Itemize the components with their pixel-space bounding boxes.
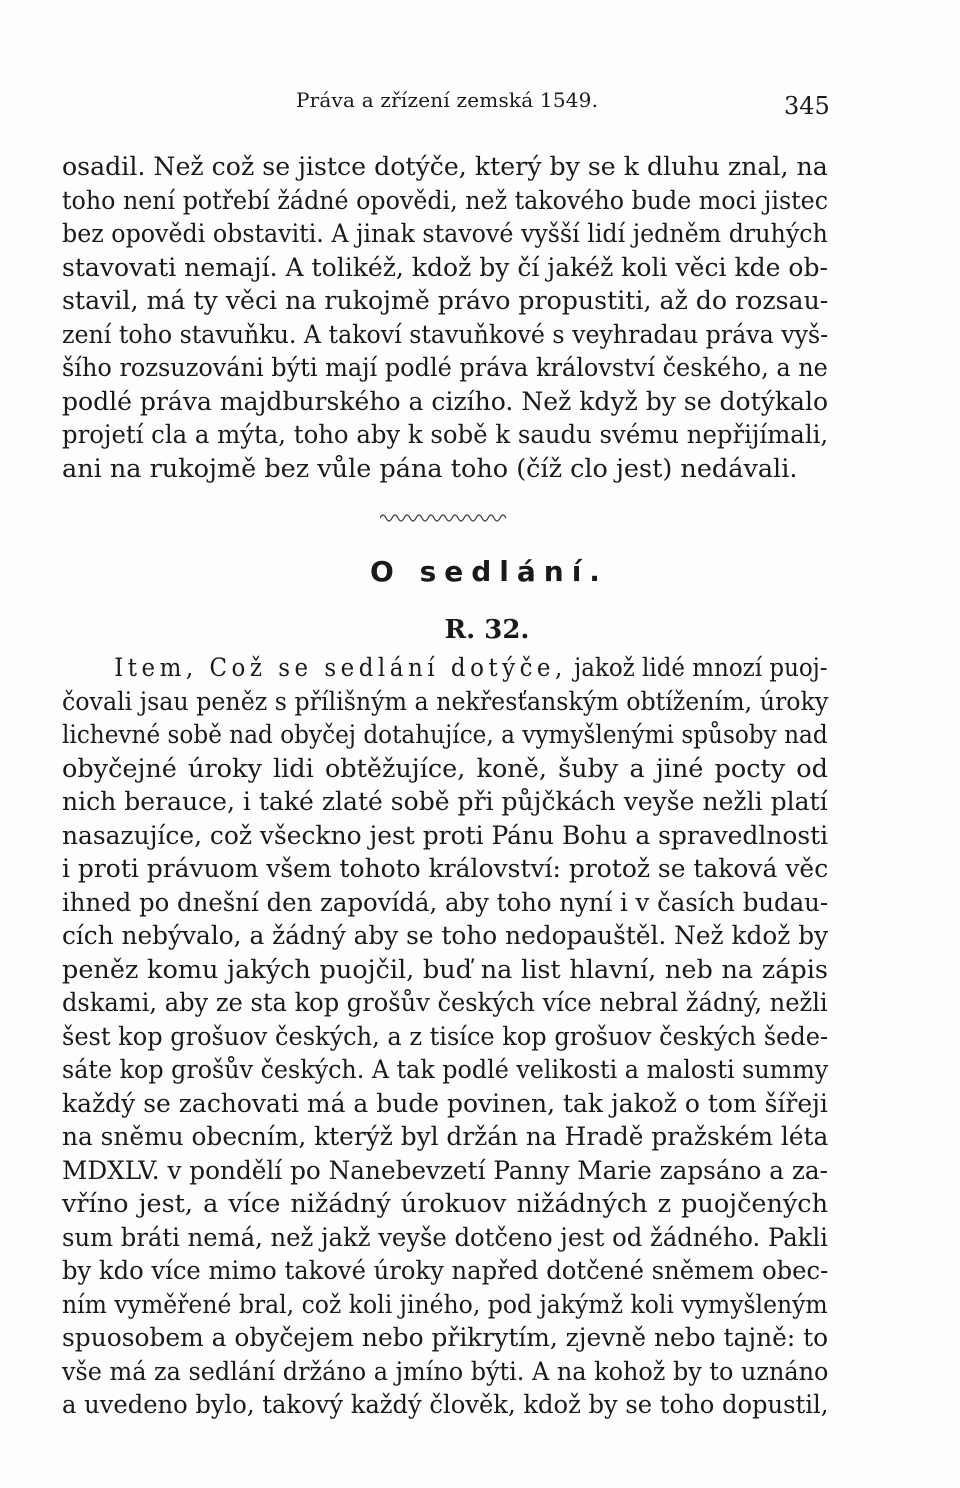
text-line: peněz komu jakých puojčil, buď na list hlavní, neb na zápis [62, 954, 828, 985]
text-line: cích nebývalo, a žádný aby se toho nedopauštěl. Než kdož by [62, 921, 829, 951]
text-line: ihned po dnešní den zapovídá, aby toho nyní i v časích budau- [62, 887, 829, 918]
text-line: by kdo více mimo takové úroky napřed dotčené sněmem obec- [62, 1256, 829, 1286]
text-line: dskami, aby ze sta kop grošův českých více nebral žádný, nežli [62, 988, 828, 1018]
text-line: lichevné sobě nad obyčej dotahujíce, a vymyšlenými spůsoby nad [62, 720, 828, 750]
text-line: bez opovědi obstaviti. A jinak stavové vyšší lidí jedněm druhých [62, 219, 828, 249]
running-title: Práva a zřízení zemská 1549. [296, 88, 599, 112]
text-line: čovali jsau peněz s přílišným a nekřesťanským obtížením, úroky [62, 686, 829, 717]
lead-rest: jakož lidé mnozí puoj- [566, 653, 828, 683]
text-line: šest kop grošuov českých, a z tisíce kop grošuov českých šede- [62, 1021, 829, 1052]
wavy-rule-ornament [380, 508, 510, 524]
text-line: zení toho stavuňku. A takoví stavuňkové s veyhradau práva vyš- [62, 319, 829, 350]
text-line: i proti právuom všem tohoto království: protož se taková věc [62, 854, 829, 884]
text-line: každý se zachovati má a bude povinen, tak jakož o tom šířeji [62, 1088, 828, 1119]
text-line: nasazujíce, což všeckno jest proti Pánu Bohu a spravedlnosti [62, 820, 829, 851]
text-line: projetí cla a mýta, toho aby k sobě k saudu svému nepřijímali, [62, 420, 829, 450]
text-line: obyčejné úroky lidi obtěžujíce, koně, šuby a jiné pocty od [62, 753, 828, 784]
text-line: sum bráti nemá, než jakž veyše dotčeno jest od žádného. Pakli [62, 1222, 828, 1253]
text-line: stavovati nemají. A tolikéž, kdož by čí jakéž koli věci kde ob- [62, 252, 829, 283]
text-line: ani na rukojmě bez vůle pána toho (číž clo jest) nedávali. [62, 453, 798, 484]
text-line: šího rozsuzováni býti mají podlé práva království českého, a ne [62, 353, 828, 383]
paragraph-continuation [62, 151, 828, 486]
text-line: toho není potřebí žádné opovědi, než takového bude moci jistec [62, 185, 829, 216]
text-line: vše má za sedlání držáno a jmíno býti. A na kohož by to uznáno [62, 1356, 829, 1387]
text-line: vříno jest, a více nižádný úrokuov nižádných z puojčených [62, 1189, 828, 1219]
paragraph-main [62, 652, 828, 1423]
text-line: stavil, má ty věci na rukojmě právo propustiti, až do rozsau- [62, 286, 829, 316]
text-line: ním vyměřené bral, což koli jiného, pod jakýmž koli vymyšleným [62, 1289, 828, 1320]
text-line: spuosobem a obyčejem nebo přikrytím, zjevně nebo tajně: to [62, 1323, 829, 1353]
section-title: O sedlání. [370, 555, 608, 588]
running-header [0, 88, 960, 118]
text-line: nich berauce, i také zlaté sobě při půjčkách veyše nežli platí [62, 787, 828, 817]
text-line: osadil. Než což se jistce dotýče, který by se k dluhu znal, na [62, 152, 828, 182]
text-line: MDXLV. v pondělí po Nanebevzetí Panny Marie zapsáno a za- [62, 1155, 828, 1186]
article-number: R. 32. [444, 615, 530, 645]
text-line: a uvedeno bylo, takový každý člověk, kdož by se toho dopustil, [62, 1390, 829, 1420]
lead-phrase: Item, Což se sedlání dotýče, [114, 653, 567, 683]
text-line: podlé práva majdburského a cizího. Než když by se dotýkalo [62, 386, 829, 417]
text-line: sáte kop grošův českých. A tak podlé velikosti a malosti summy [62, 1055, 829, 1085]
page-number: 345 [784, 92, 830, 120]
text-line: na sněmu obecním, kterýž byl držán na Hradě pražském léta [62, 1122, 829, 1152]
text-line-lead [62, 652, 828, 686]
